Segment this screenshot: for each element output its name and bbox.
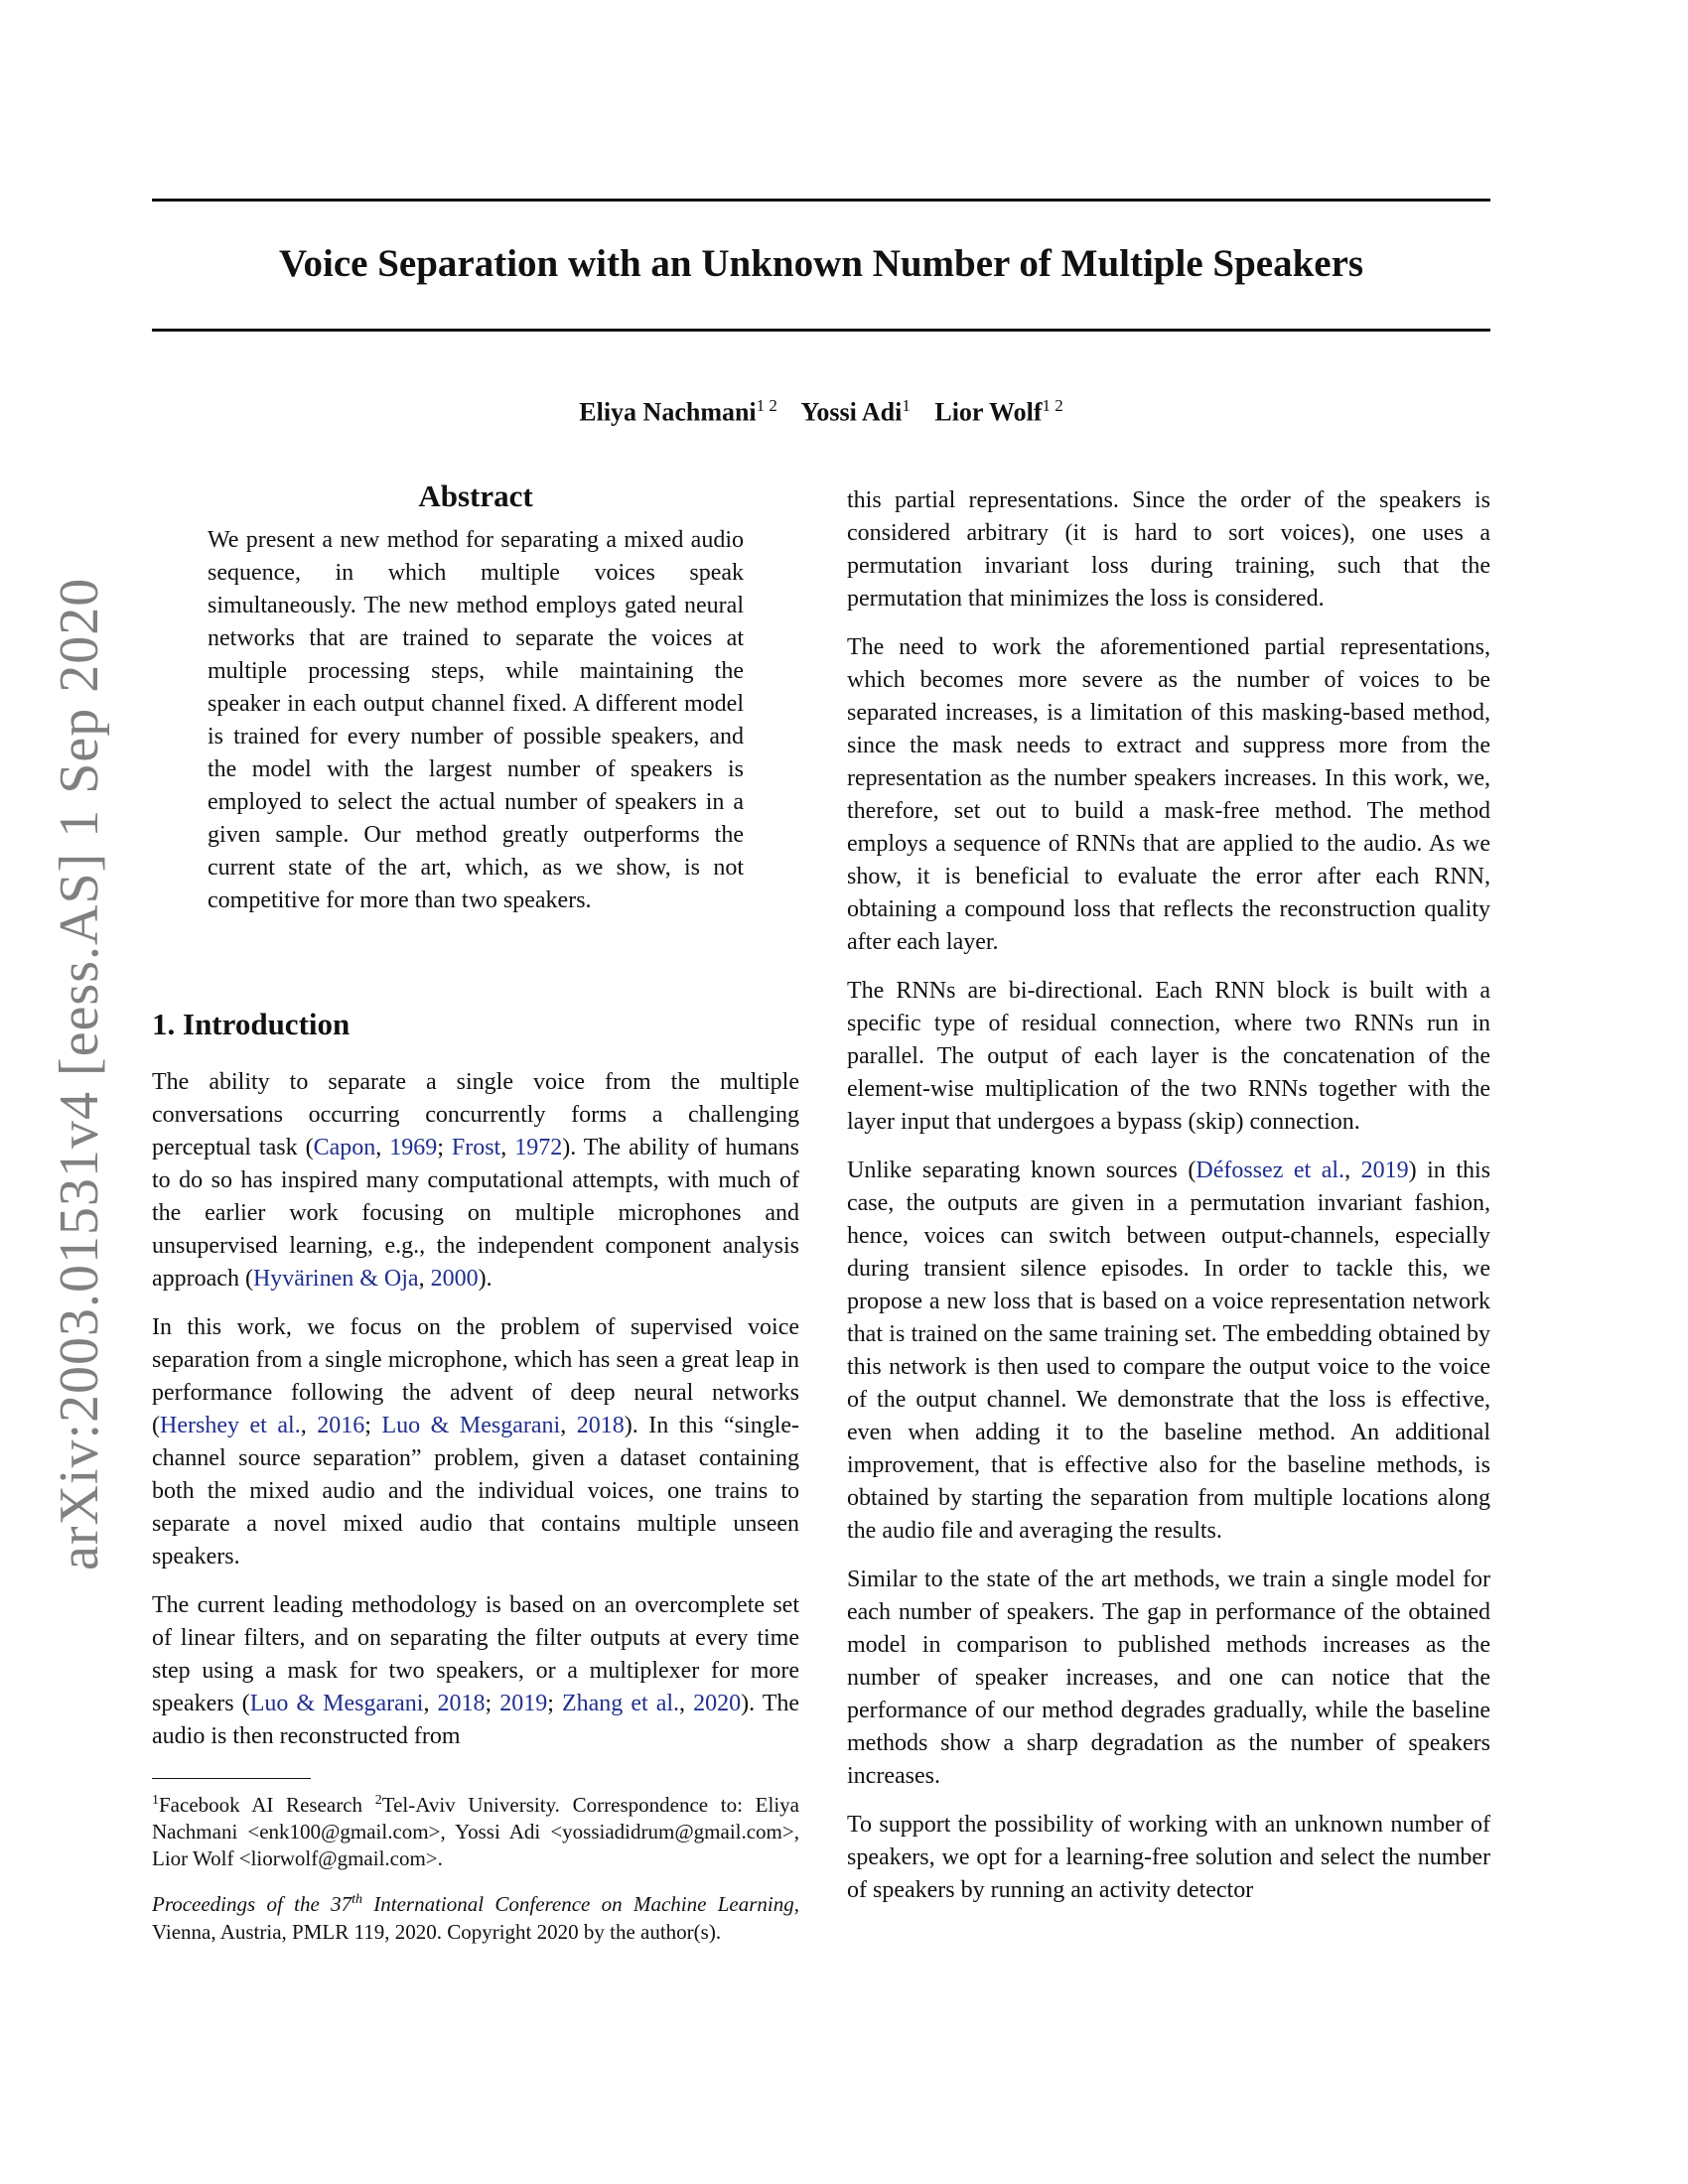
citation-link[interactable]: 2019 (1360, 1158, 1409, 1183)
section-heading-introduction: 1. Introduction (152, 1007, 351, 1041)
abstract-text: We present a new method for separating a mixed audio sequence, in which multiple voices speak simultaneously. The new method employs gated neural networks that are trained to separate the voices at multiple processing steps, while maintaining the speaker in each output channel fixed. A different model is trained for every number of possible speakers, and the model with the largest number of speakers is employed to select the actual number of speakers in a given sample. Our method greatly outperforms the current state of the art, which, as we show, is not competitive for more than two speakers. (208, 527, 744, 913)
right-column-body (847, 484, 1490, 1923)
paragraph: this partial representations. Since the order of the speakers is considered arbitrary (it is hard to sort voices), one uses a permutation invariant loss during training, such that the permutation that minimizes the loss is considered. (847, 487, 1490, 612)
author-affiliation: 1 2 (756, 396, 777, 415)
citation-link[interactable]: Hyvärinen & Oja (252, 1266, 419, 1292)
paper-title: Voice Separation with an Unknown Number of Multiple Speakers (278, 242, 1364, 285)
arxiv-identifier: arXiv:2003.01531v4 [eess.AS] 1 Sep 2020 (49, 577, 110, 1570)
title-rule-bottom (152, 329, 1490, 332)
citation-link[interactable]: Capon (313, 1135, 376, 1160)
paragraph: To support the possibility of working with an unknown number of speakers, we opt for a learning-free solution and select the number of speakers by running an activity detector (847, 1812, 1490, 1903)
paragraph: The ability to separate a single voice from the multiple conversations occurring concurrently forms a challenging perceptual task (Capon, 1969; Frost, 1972). The ability of humans to do so has inspired many computational attempts, with much of the earlier work focusing on multiple microphones and unsupervised learning, e.g., the independent component analysis approach (Hyvärinen & Oja, 2000). (152, 1069, 799, 1292)
abstract-heading: Abstract (418, 478, 533, 513)
citation-link[interactable]: Zhang et al. (561, 1691, 680, 1716)
citation-link[interactable]: Frost (451, 1135, 501, 1160)
author-name: Yossi Adi (800, 397, 903, 427)
author-name: Eliya Nachmani (579, 397, 757, 427)
citation-link[interactable]: 2000 (430, 1266, 479, 1292)
citation-link[interactable]: Luo & Mesgarani (249, 1691, 424, 1716)
citation-link[interactable]: 2016 (317, 1413, 365, 1438)
citation-link[interactable]: 2018 (437, 1691, 486, 1716)
author-name: Lior Wolf (934, 397, 1043, 427)
citation-link[interactable]: Luo & Mesgarani (381, 1413, 561, 1438)
footnote-affiliations: $^1$Facebook AI Research $^2$Tel-Aviv University. Correspondence to: Eliya Nachmani <enk100@gmail.com>, Yossi Adi <yossiadidrum@gmail.com>, Lior Wolf <liorwolf@gmail.com>. (152, 1793, 799, 1870)
paragraph: The need to work the aforementioned partial representations, which becomes more severe as the number of voices to be separated increases, is a limitation of this masking-based method, since the mask needs to extract and suppress more from the representation as the number speakers increases. In this work, we, therefore, set out to build a mask-free method. The method employs a sequence of RNNs that are applied to the audio. As we show, it is beneficial to evaluate the error after each RNN, obtaining a compound loss that reflects the reconstruction quality after each layer. (847, 634, 1490, 955)
citation-link[interactable]: Hershey et al. (160, 1413, 301, 1438)
author-affiliation: 1 (902, 396, 911, 415)
citation-link[interactable]: 2018 (576, 1413, 625, 1438)
paragraph: The current leading methodology is based on an overcomplete set of linear filters, and on separating the filter outputs at every time step using a mask for two speakers, or a multiplexer for more speakers (Luo & Mesgarani, 2018; 2019; Zhang et al., 2020). The audio is then reconstructed from (152, 1592, 800, 1749)
author-affiliation: 1 2 (1042, 396, 1063, 415)
author-list (152, 389, 1490, 430)
citation-link[interactable]: 2020 (693, 1691, 742, 1716)
left-column-body (152, 1066, 799, 1769)
paragraph: Similar to the state of the art methods, we train a single model for each number of speakers. The gap in performance of the obtained model in comparison to published methods increases as the number of speaker increases, and one can notice that the performance of our method degrades gradually, while the baseline methods show a sharp degradation as the number of speakers increases. (847, 1567, 1490, 1789)
paragraph: In this work, we focus on the problem of supervised voice separation from a single microphone, which has seen a great leap in performance following the advent of deep neural networks (Hershey et al., 2016; Luo & Mesgarani, 2018). In this “single-channel source separation” problem, given a dataset containing both the mixed audio and the individual voices, one trains to separate a novel mixed audio that contains multiple unseen speakers. (152, 1314, 800, 1570)
citation-link[interactable]: 1972 (514, 1135, 563, 1160)
citation-link[interactable]: 2019 (499, 1691, 548, 1716)
paragraph: Unlike separating known sources (Défossez et al., 2019) in this case, the outputs are given in a permutation invariant fashion, hence, voices can switch between output-channels, especially during transient silence episodes. In order to tackle this, we propose a new loss that is based on a voice representation network that is trained on the same training set. The embedding obtained by this network is then used to compare the output voice to the voice of the output channel. We demonstrate that the loss is effective, even when adding it to the baseline method. An additional improvement, that is effective also for the baseline methods, is obtained by starting the separation from multiple locations along the audio file and averaging the results. (847, 1158, 1491, 1544)
paragraph: The RNNs are bi-directional. Each RNN block is built with a specific type of residual connection, where two RNNs run in parallel. The output of each layer is the concatenation of the element-wise multiplication of the two RNNs together with the layer input that undergoes a bypass (skip) connection. (847, 978, 1490, 1135)
citation-link[interactable]: 1969 (389, 1135, 438, 1160)
footnote-rule (152, 1778, 311, 1779)
citation-link[interactable]: Défossez et al. (1196, 1158, 1345, 1183)
proceedings-note: Proceedings of the 37th International Conference on Machine Learning, Vienna, Austria, PMLR 119, 2020. Copyright 2020 by the author(s). (152, 1892, 799, 1944)
title-rule-top (152, 199, 1490, 202)
